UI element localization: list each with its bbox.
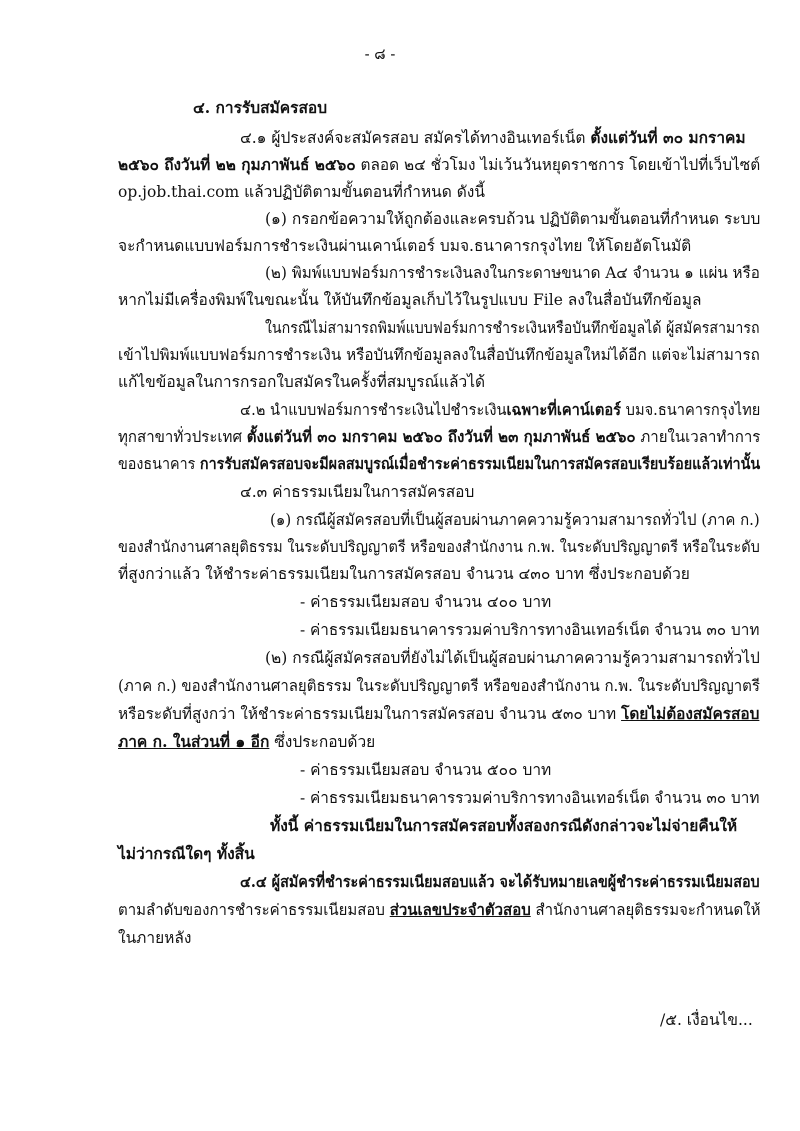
s41-item1-line1: (๑) กรอกข้อความให้ถูกต้องและครบถ้วน ปฏิบัติตามขั้นตอนที่กำหนด ระบบ <box>265 210 761 228</box>
s44-line1: ๔.๔ ผู้สมัครที่ชำระค่าธรรมเนียมสอบแล้ว จะได้รับหมายเลขผู้ชำระค่าธรรมเนียมสอบ <box>240 872 760 891</box>
s43-case2-line2: (ภาค ก.) ของสำนักงานศาลยุติธรรม ในระดับปริญญาตรี หรือของสำนักงาน ก.พ. ในระดับปริญญาตรี <box>118 677 760 695</box>
s43-c2-l3b: โดยไม่ต้องสมัครสอบ <box>621 704 760 723</box>
s41-item2-line2: หากไม่มีเครื่องพิมพ์ในขณะนั้น ให้บันทึกข้อมูลเก็บไว้ในรูปแบบ File ลงในสื่อบันทึกข้อมูล <box>118 291 702 309</box>
section-4-heading: ๔. การรับสมัครสอบ <box>193 98 328 117</box>
s43-note-line1: ทั้งนี้ ค่าธรรมเนียมในการสมัครสอบทั้งสองกรณีดังกล่าวจะไม่จ่ายคืนให้ <box>270 816 738 835</box>
s43-c2-l4a: ภาค ก. ในส่วนที่ ๑ อีก <box>118 732 270 751</box>
s42-l2b: ตั้งแต่วันที่ ๓๐ มกราคม ๒๕๖๐ ถึงวันที่ ๒๓ กุมภาพันธ์ ๒๕๖๐ <box>246 427 636 446</box>
s43-case2-fee2: - ค่าธรรมเนียมธนาคารรวมค่าบริการทางอินเทอร์เน็ต จำนวน ๓๐ บาท <box>300 789 760 807</box>
s43-case2-line4 <box>118 732 375 752</box>
s44-l2b: ส่วนเลขประจำตัวสอบ <box>389 900 531 919</box>
s42-line2 <box>118 427 760 447</box>
s41-line1 <box>240 128 746 148</box>
s42-line3 <box>118 454 760 474</box>
s41-l2a: ๒๕๖๐ ถึงวันที่ ๒๒ กุมภาพันธ์ ๒๕๖๐ <box>118 155 356 174</box>
s43-case1-fee1: - ค่าธรรมเนียมสอบ จำนวน ๔๐๐ บาท <box>300 593 552 611</box>
s44-l2a: ตามลำดับของการชำระค่าธรรมเนียมสอบ <box>118 901 390 919</box>
s43-case2-fee1: - ค่าธรรมเนียมสอบ จำนวน ๕๐๐ บาท <box>300 761 552 779</box>
s42-line1 <box>240 400 760 420</box>
s42-l1b: เฉพาะที่เคาน์เตอร์ <box>506 400 622 419</box>
s43-c2-l3a: หรือระดับที่สูงกว่า ให้ชำระค่าธรรมเนียมในการสมัครสอบ จำนวน ๕๓๐ บาท <box>118 705 622 723</box>
page-number: - ๘ - <box>364 45 396 63</box>
s43-case1-line2: ของสำนักงานศาลยุติธรรม ในระดับปริญญาตรี หรือของสำนักงาน ก.พ. ในระดับปริญญาตรี หรือในระดับ <box>118 538 760 556</box>
s43-case2-line3 <box>118 704 759 724</box>
s43-case1-line1: (๑) กรณีผู้สมัครสอบที่เป็นผู้สอบผ่านภาคความรู้ความสามารถทั่วไป (ภาค ก.) <box>270 511 760 529</box>
s44-line2 <box>118 900 760 920</box>
s42-l3b: การรับสมัครสอบจะมีผลสมบูรณ์เมื่อชำระค่าธรรมเนียมในการสมัครสอบเรียบร้อยแล้วเท่านั้น <box>199 454 761 473</box>
s42-l2c: ภายในเวลาทำการ <box>635 428 761 446</box>
s41-line3: op.job.thai.com แล้วปฏิบัติตามขั้นตอนที่กำหนด ดังนี้ <box>118 183 485 201</box>
s42-l1c: บมจ.ธนาคารกรุงไทย <box>621 401 761 419</box>
s41-l2b: ตลอด ๒๔ ชั่วโมง ไม่เว้นวันหยุดราชการ โดยเข้าไปที่เว็บไซต์ <box>355 156 761 174</box>
s41-line2 <box>118 155 760 175</box>
s41-item2-line5: แก้ไขข้อมูลในการกรอกใบสมัครในครั้งที่สมบูรณ์แล้วได้ <box>118 373 486 391</box>
s44-line3: ในภายหลัง <box>118 929 192 947</box>
s43-case2-line1: (๒) กรณีผู้สมัครสอบที่ยังไม่ได้เป็นผู้สอบผ่านภาคความรู้ความสามารถทั่วไป <box>265 649 760 667</box>
s41-item2-line1: (๒) พิมพ์แบบฟอร์มการชำระเงินลงในกระดาษขนาด A๔ จำนวน ๑ แผ่น หรือ <box>265 264 760 282</box>
s41-item1-line2: จะกำหนดแบบฟอร์มการชำระเงินผ่านเคาน์เตอร์ บมจ.ธนาคารกรุงไทย ให้โดยอัตโนมัติ <box>118 237 692 255</box>
continuation-note: /๕. เงื่อนไข... <box>660 1011 753 1029</box>
s43-heading: ๔.๓ ค่าธรรมเนียมในการสมัครสอบ <box>240 483 475 501</box>
s42-l3a: ของธนาคาร <box>118 455 200 473</box>
s42-l2a: ทุกสาขาทั่วประเทศ <box>118 428 247 446</box>
s43-case1-fee2: - ค่าธรรมเนียมธนาคารรวมค่าบริการทางอินเทอร์เน็ต จำนวน ๓๐ บาท <box>300 621 760 639</box>
s42-l1a: ๔.๒ นำแบบฟอร์มการชำระเงินไปชำระเงิน <box>240 401 507 419</box>
s44-l2c: สำนักงานศาลยุติธรรมจะกำหนดให้ <box>530 901 761 919</box>
s41-l1b: ตั้งแต่วันที่ ๓๐ มกราคม <box>590 128 746 147</box>
s41-item2-line4: เข้าไปพิมพ์แบบฟอร์มการชำระเงิน หรือบันทึกข้อมูลลงในสื่อบันทึกข้อมูลใหม่ได้อีก แต่จะไม่สามารถ <box>118 346 760 364</box>
s43-case1-line3: ที่สูงกว่าแล้ว ให้ชำระค่าธรรมเนียมในการสมัครสอบ จำนวน ๔๓๐ บาท ซึ่งประกอบด้วย <box>118 565 690 583</box>
s43-c2-l4b: ซึ่งประกอบด้วย <box>269 733 376 751</box>
s41-item2-line3: ในกรณีไม่สามารถพิมพ์แบบฟอร์มการชำระเงินหรือบันทึกข้อมูลได้ ผู้สมัครสามารถ <box>265 319 760 337</box>
s43-note-line2: ไม่ว่ากรณีใดๆ ทั้งสิ้น <box>118 844 255 863</box>
s41-l1a: ๔.๑ ผู้ประสงค์จะสมัครสอบ สมัครได้ทางอินเทอร์เน็ต <box>240 129 591 147</box>
